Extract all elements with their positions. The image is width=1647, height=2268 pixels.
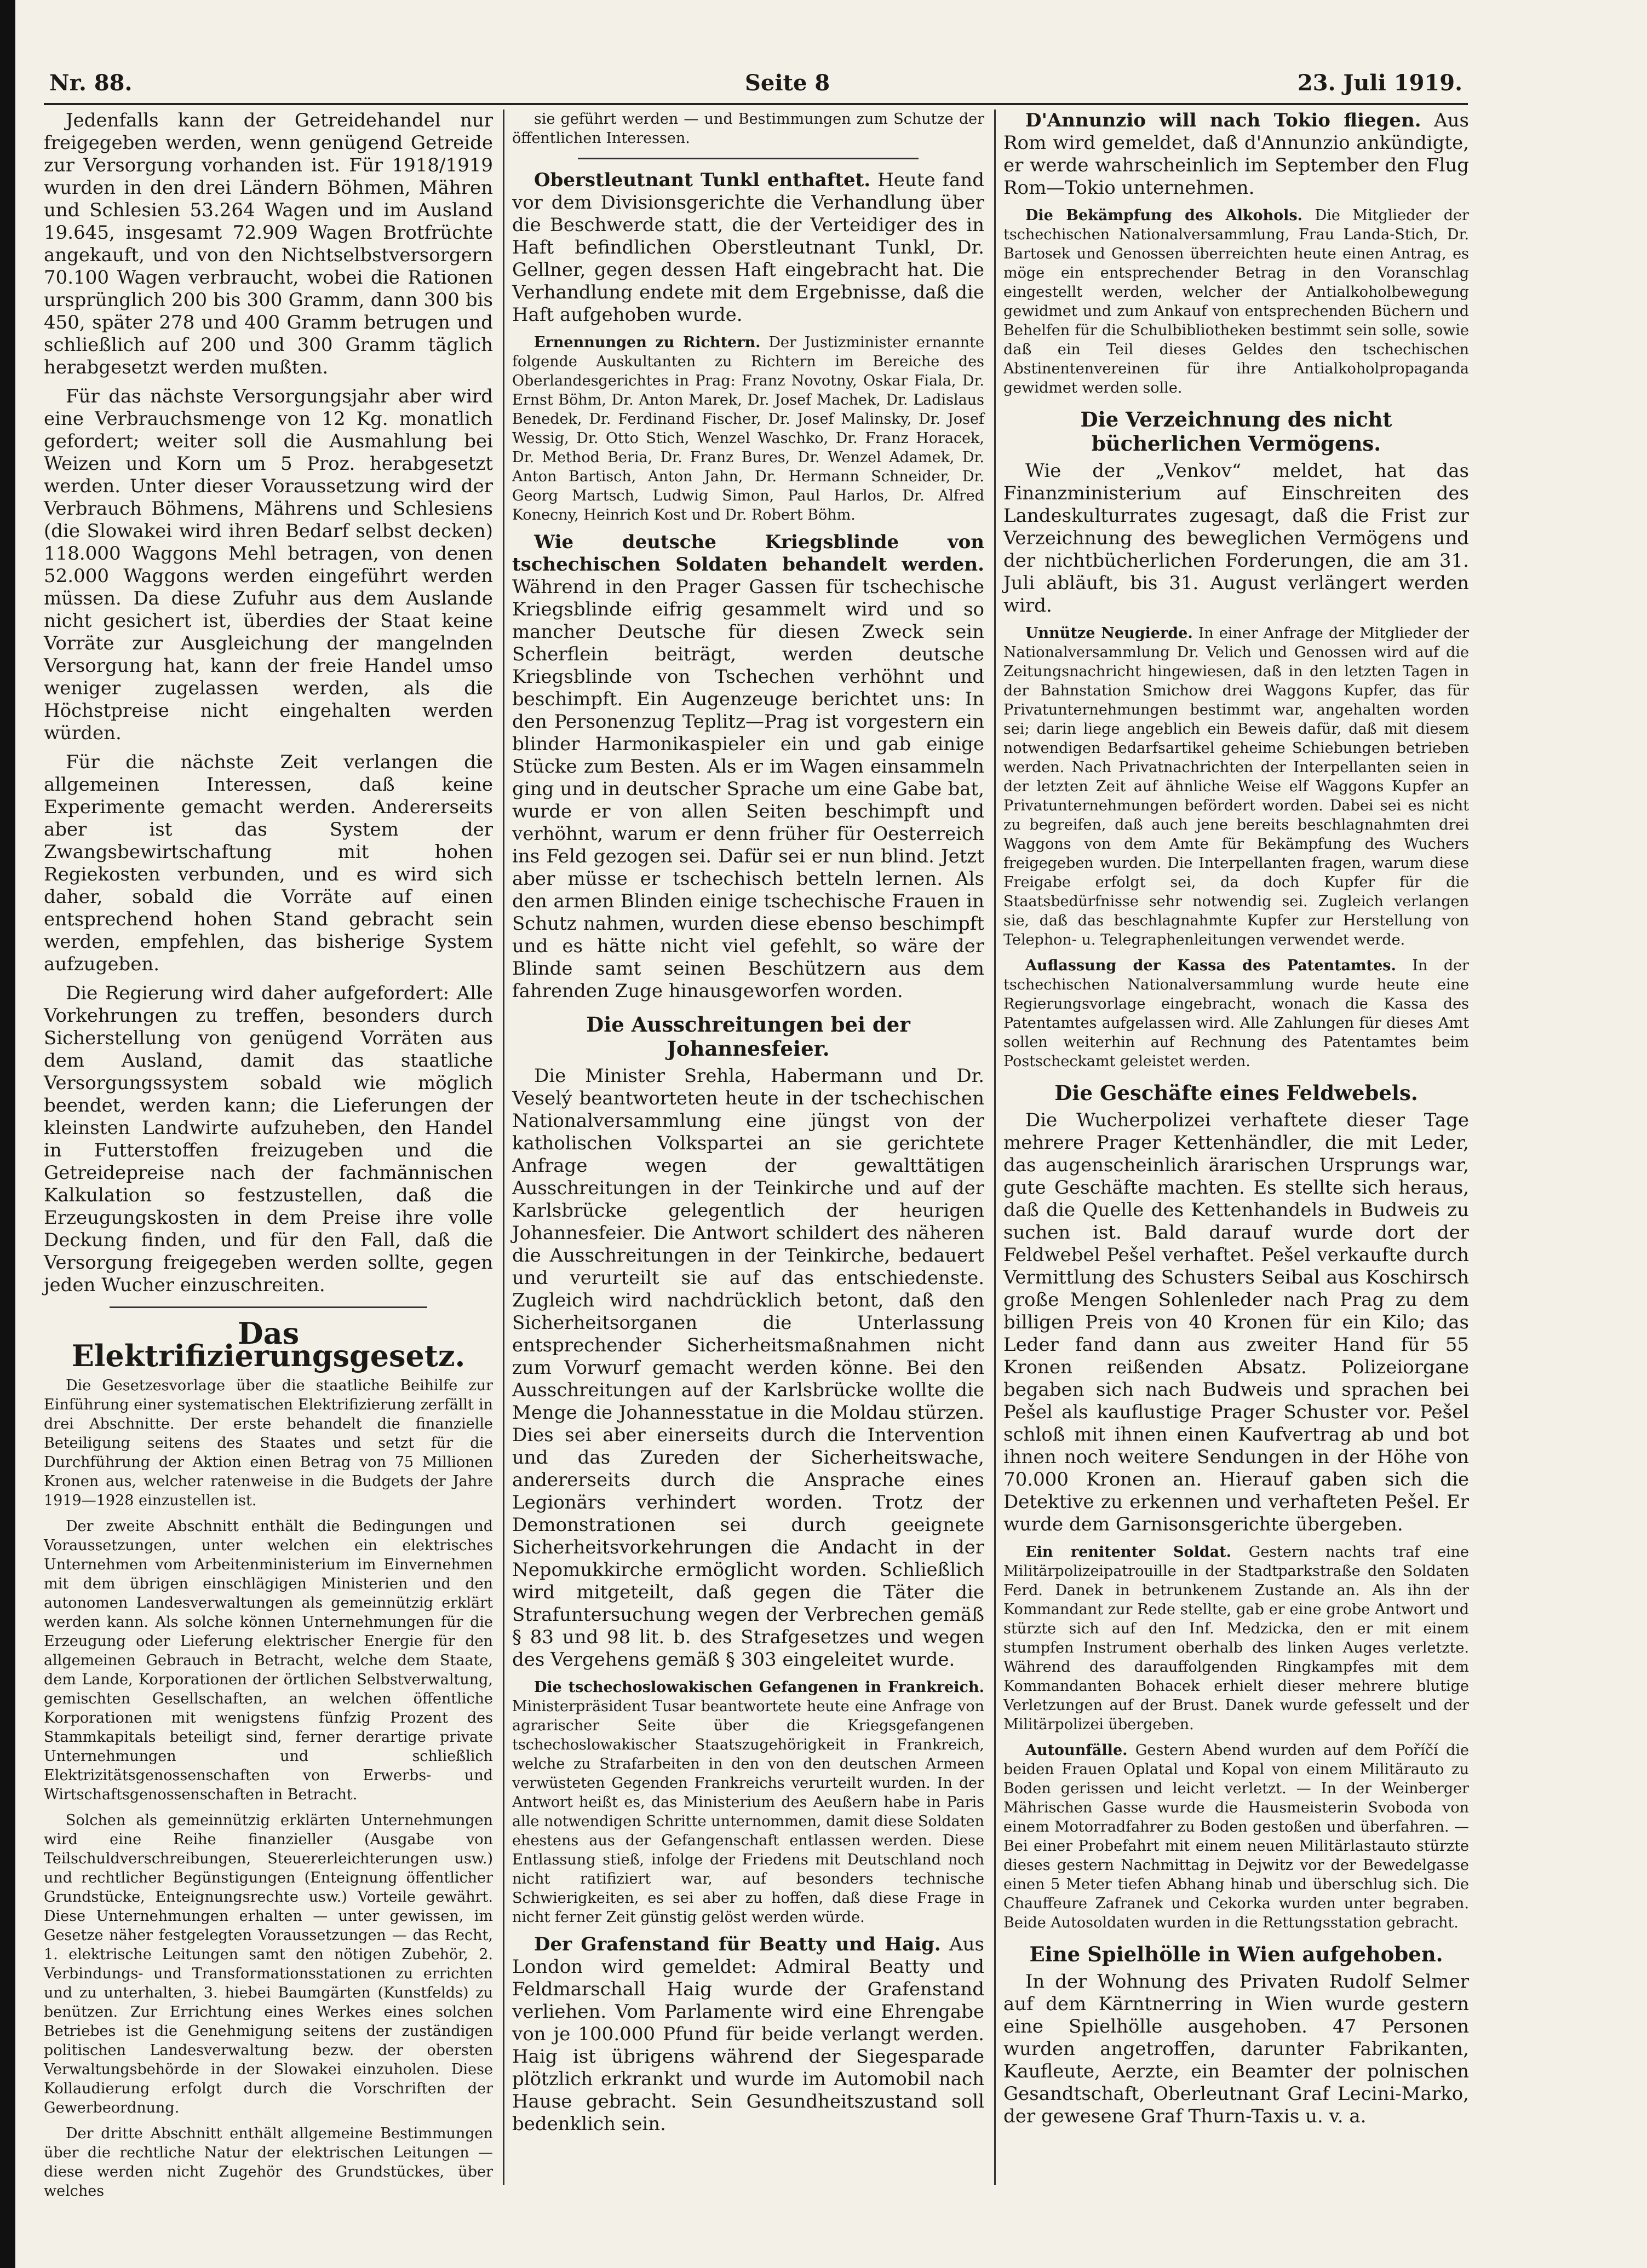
column-separator bbox=[994, 110, 996, 2185]
article-text: Der Justizminister ernannte folgende Auskultanten zu Richtern im Bereiche des Oberlandesgerichtes in Prag: Franz Novotny, Oskar Fiala, Dr. Ernst Böhm, Dr. Anton Marek, Dr. Josef Machek, Dr. Ladislaus Benedek, Dr. Ferdinand Fischer, Dr. Josef Malinsky, Dr. Josef Wessig, Dr. Otto Stich, Wenzel Waschko, Dr. Franz Horacek, Dr. Method Beria, Dr. Franz Bures, Dr. Wenzel Adamek, Dr. Anton Bartisch, Anton Jahn, Dr. Hermann Schneider, Dr. Georg Martsch, Ludwig Simon, Paul Harlos, Dr. Alfred Konecny, Heinrich Kost und Dr. Robert Böhm. bbox=[512, 334, 984, 523]
article-paragraph: Die Regierung wird daher aufgefordert: Alle Vorkehrungen zu treffen, besonders durch Sicherstellung von genügend Vorräten aus dem Ausland, damit das staatliche Versorgungssystem sobald wie möglich beendet, werden kann; die Lieferungen der kleinsten Landwirte aufzuheben, den Handel in Futterstoffen freizugeben und die Getreidepreise nach der fachmännischen Kalkulation so festzustellen, daß die Erzeugungskosten in dem Preise ihre volle Deckung finden, und für den Fall, daß die Versorgung freigegeben werden sollte, gegen jeden Wucher einzuschreiten. bbox=[44, 982, 493, 1296]
article-neugierde bbox=[1003, 624, 1469, 949]
article-lead: Die tschechoslowakischen Gefangenen in Frankreich. bbox=[534, 1679, 984, 1696]
article-lead: Ein renitenter Soldat. bbox=[1025, 1544, 1232, 1561]
article-lead: Wie deutsche Kriegsblinde von tschechischen Soldaten behandelt werden. bbox=[512, 531, 984, 575]
article-soldat bbox=[1003, 1542, 1469, 1734]
article-text: In der tschechischen Nationalversammlung wurde heute eine Regierungsvorlage eingebracht, wonach die Kassa des Patentamtes aufgelassen wird. Alle Zahlungen für dieses Amt sollen weiterhin auf Rechnung des Patentamtes beim Postscheckamt geleistet werden. bbox=[1003, 957, 1469, 1070]
headline-elektrifizierung: Das Elektrifizierungsgesetz. bbox=[71, 1316, 466, 1373]
article-paragraph: sie geführt werden — und Bestimmungen zum Schutze der öffentlichen Interessen. bbox=[512, 111, 984, 147]
article-text: In einer Anfrage der Mitglieder der Nationalversammlung Dr. Velich und Genossen wird auf die Zeitungsnachricht hingewiesen, daß in den letzten Tagen in der Bahnstation Smichow drei Waggons Kupfer, das für Privatunternehmungen bestimmt war, angehalten worden sei; darin liege angeblich ein Beweis dafür, daß mit diesem notwendigen Bedarfsartikel geheime Schiebungen betrieben werden. Nach Privatnachrichten der Interpellanten seien in der letzten Zeit auf ähnliche Weise elf Waggons Kupfer an Privatunternehmungen befördert worden. Dabei sei es nicht zu begreifen, daß auch jene bereits beschlagnahmten drei Waggons von dem Amte für Bekämpfung des Wuchers freigegeben wurden. Die Interpellanten fragen, warum diese Freigabe erfolgt sei, da doch Kupfer für die Staatsbedürfnisse sehr notwendig sei. Zugleich verlangen sie, daß das beschlagnahmte Kupfer zur Herstellung von Telephon- u. Telegraphenleitungen verwendet werde. bbox=[1003, 625, 1469, 948]
page-number: Seite 8 bbox=[745, 70, 830, 96]
article-paragraph: Der zweite Abschnitt enthält die Bedingungen und Voraussetzungen, unter welchen ein elektrisches Unternehmen vom Arbeitenministerium im Einvernehmen mit dem übrigen einschlägigen Ministerien und den autonomen Landesverwaltungen als gemeinnützig erklärt werden kann. Als solche können Unternehmungen für die Erzeugung oder Lieferung elektrischer Energie für den allgemeinen Gebrauch in Betracht, welche dem Staate, dem Lande, Korporationen der örtlichen Selbstverwaltung, gemischten Gesellschaften, an welchen öffentliche Korporationen mit wenigstens fünfzig Prozent des Stammkapitals beteiligt sind, ferner derartige private Unternehmungen und schließlich Elektrizitätsgenossenschaften von Erwerbs- und Wirtschaftsgenossenschaften in Betracht. bbox=[44, 1518, 493, 1803]
article-text: Die Mitglieder der tschechischen Nationalversammlung, Frau Landa-Stich, Dr. Bartosek und Genossen überreichten heute einen Antrag, es möge ein entsprechender Betrag in den Voranschlag eingestellt werden, welcher der Antialkoholbewegung gewidmet und zum Ankauf von entsprechenden Büchern und Behelfen für die Schulbibliotheken bestimmt sein solle, sowie daß ein Teil dieses Geldes den tschechischen Abstinentenvereinen für ihre Antialkoholpropaganda gewidmet werden solle. bbox=[1003, 207, 1469, 396]
article-autounfaelle bbox=[1003, 1741, 1469, 1932]
article-lead: Die Bekämpfung des Alkohols. bbox=[1025, 207, 1303, 224]
article-paragraph: Für das nächste Versorgungsjahr aber wird eine Verbrauchsmenge von 12 Kg. monatlich gefordert; weiter soll die Ausmahlung bei Weizen und Korn um 5 Proz. herabgesetzt werden. Unter dieser Voraussetzung wird der Verbrauch Böhmens, Mährens und Schlesiens (die Slowakei wird ihren Bedarf selbst decken) 118.000 Waggons Mehl betragen, von denen 52.000 Waggons werden eingeführt werden müssen. Da diese Zufuhr aus dem Auslande nicht gesichert ist, überdies der Staat keine Vorräte zur Ausgleichung der mangelnden Versorgung hat, kann der freie Handel umso weniger zugelassen werden, als die Höchstpreise nicht eingehalten werden würden. bbox=[44, 385, 493, 744]
article-paragraph: Die Gesetzesvorlage über die staatliche Beihilfe zur Einführung einer systematischen Elektrifizierung zerfällt in drei Abschnitte. Der erste behandelt die finanzielle Beteiligung seitens des Staates und setzt für die Durchführung der Aktion einen Betrag von 75 Millionen Kronen aus, welcher ratenweise in die Budgets der Jahre 1919—1928 einzustellen ist. bbox=[44, 1377, 493, 1509]
column-2 bbox=[512, 110, 984, 2190]
article-patentamt bbox=[1003, 956, 1469, 1071]
article-paragraph: Wie der „Venkov“ meldet, hat das Finanzministerium auf Einschreiten des Landeskulturrates zugesagt, daß die Frist zur Verzeichnung des beweglichen Vermögens und der nichtbücherlichen Forderungen, die am 31. Juli abläuft, bis 31. August verlängert werden wird. bbox=[1003, 460, 1469, 617]
article-paragraph: Der dritte Abschnitt enthält allgemeine Bestimmungen über die rechtliche Natur der elektrischen Leitungen — diese werden nicht Zugehör des Grundstückes, über welches bbox=[44, 2125, 493, 2200]
article-paragraph: Die Minister Srehla, Habermann und Dr. Veselý beantworteten heute in der tschechischen Nationalversammlung eine jüngst von der katholischen Volkspartei an sie gerichtete Anfrage wegen der gewalttätigen Ausschreitungen in der Teinkirche und auf der Karlsbrücke gelegentlich der heurigen Johannesfeier. Die Antwort schildert des näheren die Ausschreitungen in der Teinkirche, bedauert und verurteilt sie auf das entschiedenste. Zugleich wird nachdrücklich betont, daß den Sicherheitsorganen die Unterlassung entsprechender Sicherheitsmaßnahmen nicht zum Vorwurf gemacht werden könne. Bei den Ausschreitungen auf der Karlsbrücke wollte die Menge die Johannesstatue in die Moldau stürzen. Dies sei aber einerseits durch die Intervention und das Zureden der Sicherheitswache, andererseits durch die Ansprache eines Legionärs verhindert worden. Trotz der Demonstrationen sei durch geeignete Sicherheitsvorkehrungen die Andacht in der Nepomukkirche ermöglicht worden. Schließlich wird mitgeteilt, daß gegen die Täter die Strafuntersuchung wegen der Verbrechen gemäß § 83 und 98 lit. b. des Strafgesetzes und wegen des Vergehens gemäß § 303 eingeleitet wurde. bbox=[512, 1065, 984, 1671]
article-text: Gestern nachts traf eine Militärpolizeipatrouille in der Stadtparkstraße den Soldaten Ferd. Danek in betrunkenem Zustande an. Als ihn der Kommandant zur Rede stellte, gab er eine grobe Antwort und stürzte sich auf den Inf. Medzicka, den er mit einem stumpfen Instrument oberhalb des linken Auges verletzte. Während des darauffolgenden Ringkampfes mit dem Kommandanten Bohacek erhielt dieser mehrere blutige Verletzungen auf der Brust. Danek wurde gefesselt und der Militärpolizei übergeben. bbox=[1003, 1544, 1469, 1733]
article-dannunzio bbox=[1003, 110, 1469, 199]
article-kriegsblinde bbox=[512, 531, 984, 1003]
article-lead: Oberstleutnant Tunkl enthaftet. bbox=[534, 169, 871, 191]
article-paragraph: Für die nächste Zeit verlangen die allgemeinen Interessen, daß keine Experimente gemacht werden. Andererseits aber ist das System der Zwangsbewirtschaftung mit hohen Regiekosten verbunden, und es wird sich daher, sobald die Vorräte auf einen entsprechend hohen Stand gebracht sein werden, empfehlen, das bisherige System aufzugeben. bbox=[44, 751, 493, 975]
article-gefangene bbox=[512, 1678, 984, 1927]
section-rule bbox=[110, 1306, 427, 1308]
column-1 bbox=[44, 110, 493, 2200]
article-text: Heute fand vor dem Divisionsgerichte die Verhandlung über die Beschwerde statt, die der Verteidiger des in Haft befindlichen Oberstleutnant Tunkl, Dr. Gellner, gegen dessen Haft eingebracht hat. Die Verhandlung endete mit dem Ergebnisse, daß die Haft aufgehoben wurde. bbox=[512, 169, 984, 326]
header-rule bbox=[44, 103, 1468, 105]
section-rule bbox=[578, 158, 919, 159]
article-tunkl bbox=[512, 169, 984, 326]
article-lead: Ernennungen zu Richtern. bbox=[534, 334, 761, 351]
article-paragraph: Jedenfalls kann der Getreidehandel nur freigegeben werden, wenn genügend Getreide zur Versorgung vorhanden ist. Für 1918/1919 wurden in den drei Ländern Böhmen, Mähren und Schlesien 53.264 Wagen und im Ausland 19.645, insgesamt 72.909 Wagen Brotfrüchte angekauft, und von den Nichtselbstversorgern 70.100 Wagen verbraucht, wobei die Rationen ursprünglich 200 bis 300 Gramm, dann 300 bis 450, später 278 und 400 Gramm betrugen und schließlich auf 200 und 300 Gramm täglich herabgesetzt werden mußten. bbox=[44, 110, 493, 378]
article-paragraph: Solchen als gemeinnützig erklärten Unternehmungen wird eine Reihe finanzieller (Ausgabe von Teilschuldverschreibungen, Steuererleichterungen usw.) und rechtlicher Begünstigungen (Enteignung öffentlicher Grundstücke, Enteignungsrechte usw.) Vorteile gewährt. Diese Unternehmungen erhalten — unter gewissen, im Gesetze näher festgelegten Voraussetzungen — das Recht, 1. elektrische Leitungen samt den nötigen Zubehör, 2. Verbindungs- und Transformationsstationen zu errichten und zu unterhalten, 3. hiebei Baumgärten (Kunstfelds) zu benützen. Zur Errichtung eines Werkes eines solchen Betriebes ist die Genehmigung seitens der zuständigen politischen Landesverwaltung bezw. der obersten Verwaltungsbehörde in der Slowakei einzuholen. Diese Kollaudierung erfolgt durch die Vorschriften der Gewerbeordnung. bbox=[44, 1812, 493, 2116]
article-text: Während in den Prager Gassen für tschechische Kriegsblinde eifrig gesammelt wird und so mancher Deutsche für diesen Zweck sein Scherflein beiträgt, werden deutsche Kriegsblinde von Tschechen verhöhnt und beschimpft. Ein Augenzeuge berichtet uns: In den Personenzug Teplitz—Prag ist vorgestern ein blinder Harmonikaspieler ein und gab einige Stücke zum Besten. Als er im Wagen einsammeln ging und in deutscher Sprache um eine Gabe bat, wurde er von allen Seiten beschimpft und verhöhnt, warum er denn früher für Oesterreich ins Feld gezogen sei. Dafür sei er nun blind. Jetzt aber müsse er tschechisch betteln lernen. Als den armen Blinden einige tschechische Frauen in Schutz nahmen, wurden diese ebenso beschimpft und es hätte nicht viel gefehlt, so wäre der Blinde samt seinen Beschützern aus dem fahrenden Zuge hinausgeworfen worden. bbox=[512, 576, 984, 1002]
article-alkohol bbox=[1003, 206, 1469, 398]
article-text: Aus Rom wird gemeldet, daß d'Annunzio ankündigte, er werde wahrscheinlich im September den Flug Rom—Tokio unternehmen. bbox=[1003, 110, 1469, 199]
scan-edge bbox=[0, 0, 15, 2268]
article-lead: Der Grafenstand für Beatty und Haig. bbox=[534, 1933, 941, 1955]
headline-johannesfeier: Die Ausschreitungen bei der Johannesfeier. bbox=[586, 1012, 910, 1061]
article-text: Aus London wird gemeldet: Admiral Beatty und Feldmarschall Haig wurde der Grafenstand verliehen. Vom Parlamente wird eine Ehrengabe von je 100.000 Pfund für beide verlangt werden. Haig ist übrigens während der Siegesparade plötzlich erkrankt und wurde im Automobil nach Hause gebracht. Sein Gesundheitszustand soll bedenklich sein. bbox=[512, 1933, 984, 2135]
article-paragraph: Die Wucherpolizei verhaftete dieser Tage mehrere Prager Kettenhändler, die mit Leder, das augenscheinlich ärarischen Ursprungs war, gute Geschäfte machten. Es stellte sich heraus, daß die Quelle des Kettenhandels in Budweis zu suchen ist. Bald darauf wurde dort der Feldwebel Pešel verhaftet. Pešel verkaufte durch Vermittlung des Schusters Seibal aus Koschirsch große Mengen Sohlenleder nach Prag zu dem billigen Preis von 40 Kronen für ein Kilo; das Leder fand dann aus zweiter Hand für 55 Kronen reißenden Absatz. Polizeiorgane begaben sich nach Budweis und sprachen bei Pešel als kauflustige Prager Schuster vor. Pešel schloß mit ihnen einen Kaufvertrag ab und bot ihnen noch weitere Sendungen in der Höhe von 70.000 Kronen an. Hierauf gaben sich die Detektive zu erkennen und verhafteten Pešel. Er wurde dem Garnisonsgerichte übergeben. bbox=[1003, 1109, 1469, 1535]
column-3 bbox=[1003, 110, 1469, 2190]
article-text: Ministerpräsident Tusar beantwortete heute eine Anfrage von agrarischer Seite über die Kriegsgefangenen tschechoslowakischer Staatszugehörigkeit in Frankreich, welche zu Strafarbeiten in den von den deutschen Armeen verwüsteten Gegenden Frankreichs verurteilt wurden. In der Antwort heißt es, das Ministerium des Aeußern habe in Paris alle notwendigen Schritte unternommen, damit diese Soldaten ehestens aus der Gefangenschaft entlassen werden. Diese Entlassung stieß, infolge der Friedens mit Deutschland noch nicht ratifiziert war, auf besonders technische Schwierigkeiten, es sei aber zu hoffen, daß diese Frage in nicht ferner Zeit günstig gelöst werden würde. bbox=[512, 1698, 984, 1926]
column-separator bbox=[503, 110, 504, 2185]
article-lead: D'Annunzio will nach Tokio fliegen. bbox=[1025, 110, 1421, 131]
headline-verzeichnung: Die Verzeichnung des nicht bücherlichen Vermögens. bbox=[1080, 407, 1392, 456]
issue-date: 23. Juli 1919. bbox=[1297, 70, 1462, 96]
page-header bbox=[38, 66, 1462, 104]
article-grafenstand bbox=[512, 1933, 984, 2135]
article-paragraph: In der Wohnung des Privaten Rudolf Selmer auf dem Kärntnerring in Wien wurde gestern eine Spielhölle ausgehoben. 47 Personen wurden angetroffen, darunter Fabrikanten, Kaufleute, Aerzte, ein Beamter der polnischen Gesandtschaft, Oberleutnant Graf Lecini-Marko, der gewesene Graf Thurn-Taxis u. v. a. bbox=[1003, 1971, 1469, 2127]
article-text: Gestern Abend wurden auf dem Poříčí die beiden Frauen Oplatal und Kopal von einem Militärauto zu Boden gerissen und leicht verletzt. — In der Weinberger Mährischen Gasse wurde die Hausmeisterin Svoboda von einem Motorradfahrer zu Boden gestoßen und überfahren. — Bei einer Probefahrt mit einem neuen Militärlastauto stürzte dieses gestern Nachmittag in Dejwitz vor der Bewedelgasse einen 5 Meter tiefen Abhang hinab und überschlug sich. Die Chauffeure Zafranek und Cekorka wurden unter begraben. Beide Autosoldaten wurden in die Rettungsstation gebracht. bbox=[1003, 1742, 1469, 1931]
article-lead: Unnütze Neugierde. bbox=[1025, 625, 1193, 642]
headline-spielhoelle: Eine Spielhölle in Wien aufgehoben. bbox=[1029, 1942, 1443, 1966]
issue-number: Nr. 88. bbox=[49, 70, 133, 96]
headline-feldwebel: Die Geschäfte eines Feldwebels. bbox=[1054, 1081, 1418, 1105]
article-lead: Autounfälle. bbox=[1025, 1742, 1128, 1759]
article-ernennungen bbox=[512, 333, 984, 525]
article-lead: Auflassung der Kassa des Patentamtes. bbox=[1025, 957, 1396, 974]
